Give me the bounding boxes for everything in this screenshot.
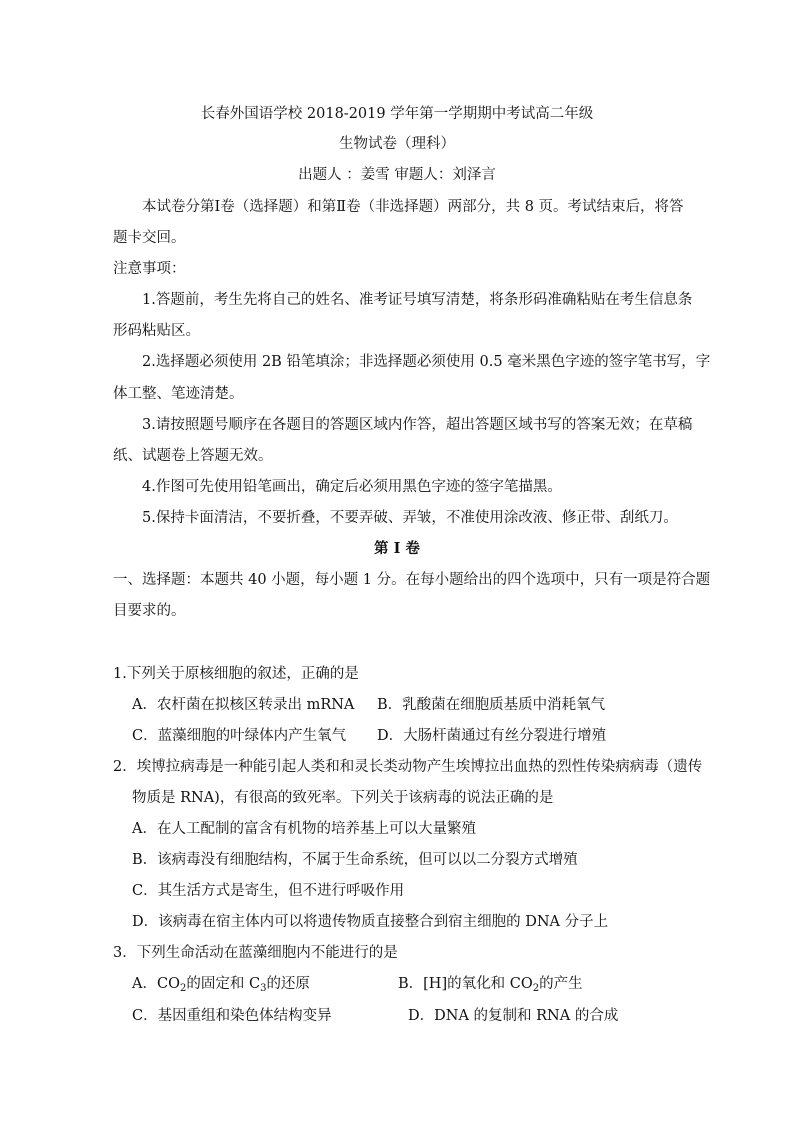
question-1-option-c: C．蓝藻细胞的叶绿体内产生氧气 <box>132 728 347 744</box>
exam-authors: 出题人 ：姜雪 审题人：刘泽言 <box>298 167 496 183</box>
question-1-option-d: D．大肠杆菌通过有丝分裂进行增殖 <box>377 728 607 744</box>
note-5: 5.保持卡面清洁，不要折叠，不要弄破、弄皱，不准使用涂改液、修正带、刮纸刀。 <box>142 510 678 526</box>
notes-heading: 注意事项： <box>113 261 186 277</box>
question-1-option-b: B．乳酸菌在细胞质基质中消耗氧气 <box>377 697 606 713</box>
section-desc-line-2: 目要求的。 <box>113 603 186 619</box>
question-2-stem-line-1: 2．埃博拉病毒是一种能引起人类和和灵长类动物产生埃博拉出血热的烈性传染病病毒（遗传 <box>113 759 703 775</box>
exam-title: 长春外国语学校 2018-2019 学年第一学期期中考试高二年级 <box>200 106 594 122</box>
intro-line-2: 题卡交回。 <box>113 230 186 246</box>
note-2-line-1: 2.选择题必须使用 2B 铅笔填涂；非选择题必须使用 0.5 毫米黑色字迹的签字笔书写，字 <box>142 354 711 370</box>
question-3-option-b: B．[H]的氧化和 $CO_2$的产生 <box>398 976 583 994</box>
question-2-option-a: A．在人工配制的富含有机物的培养基上可以大量繁殖 <box>132 821 476 837</box>
question-2-option-d: D．该病毒在宿主体内可以将遗传物质直接整合到宿主细胞的 DNA 分子上 <box>132 914 609 930</box>
question-3-option-c: C．基因重组和染色体结构变异 <box>132 1008 332 1024</box>
question-1-stem: 1.下列关于原核细胞的叙述，正确的是 <box>113 666 359 682</box>
section-desc-line-1: 一、选择题：本题共 40 小题，每小题 1 分。在每小题给出的四个选项中，只有一项是符合题 <box>113 572 711 588</box>
question-2-option-b: B．该病毒没有细胞结构，不属于生命系统，但可以以二分裂方式增殖 <box>132 852 578 868</box>
exam-subtitle: 生物试卷（理科） <box>339 136 455 152</box>
note-1-line-1: 1.答题前，考生先将自己的姓名、准考证号填写清楚，将条形码准确粘贴在考生信息条 <box>142 292 693 308</box>
note-4: 4.作图可先使用铅笔画出，确定后必须用黑色字迹的签字笔描黑。 <box>142 479 562 495</box>
note-2-line-2: 体工整、笔迹清楚。 <box>113 386 244 402</box>
intro-line-1: 本试卷分第Ⅰ卷（选择题）和第Ⅱ卷（非选择题）两部分，共 8 页。考试结束后，将答 <box>142 199 684 215</box>
question-2-option-c: C．其生活方式是寄生，但不进行呼吸作用 <box>132 883 405 899</box>
question-2-stem-line-2: 物质是 RNA)，有很高的致死率。下列关于该病毒的说法正确的是 <box>132 790 554 806</box>
question-3-option-a: A．$CO_2$的固定和 $C_3$的还原 <box>132 976 310 994</box>
note-3-line-1: 3.请按照题号顺序在各题目的答题区域内作答，超出答题区域书写的答案无效；在草稿 <box>142 417 693 433</box>
section-title: 第 I 卷 <box>374 540 420 557</box>
question-3-stem: 3．下列生命活动在蓝藻细胞内不能进行的是 <box>113 945 398 961</box>
note-3-line-2: 纸、试题卷上答题无效。 <box>113 448 273 464</box>
question-3-option-d: D．DNA 的复制和 RNA 的合成 <box>408 1008 619 1024</box>
question-1-option-a: A．农杆菌在拟核区转录出 mRNA <box>132 697 355 713</box>
note-1-line-2: 形码粘贴区。 <box>113 323 200 339</box>
